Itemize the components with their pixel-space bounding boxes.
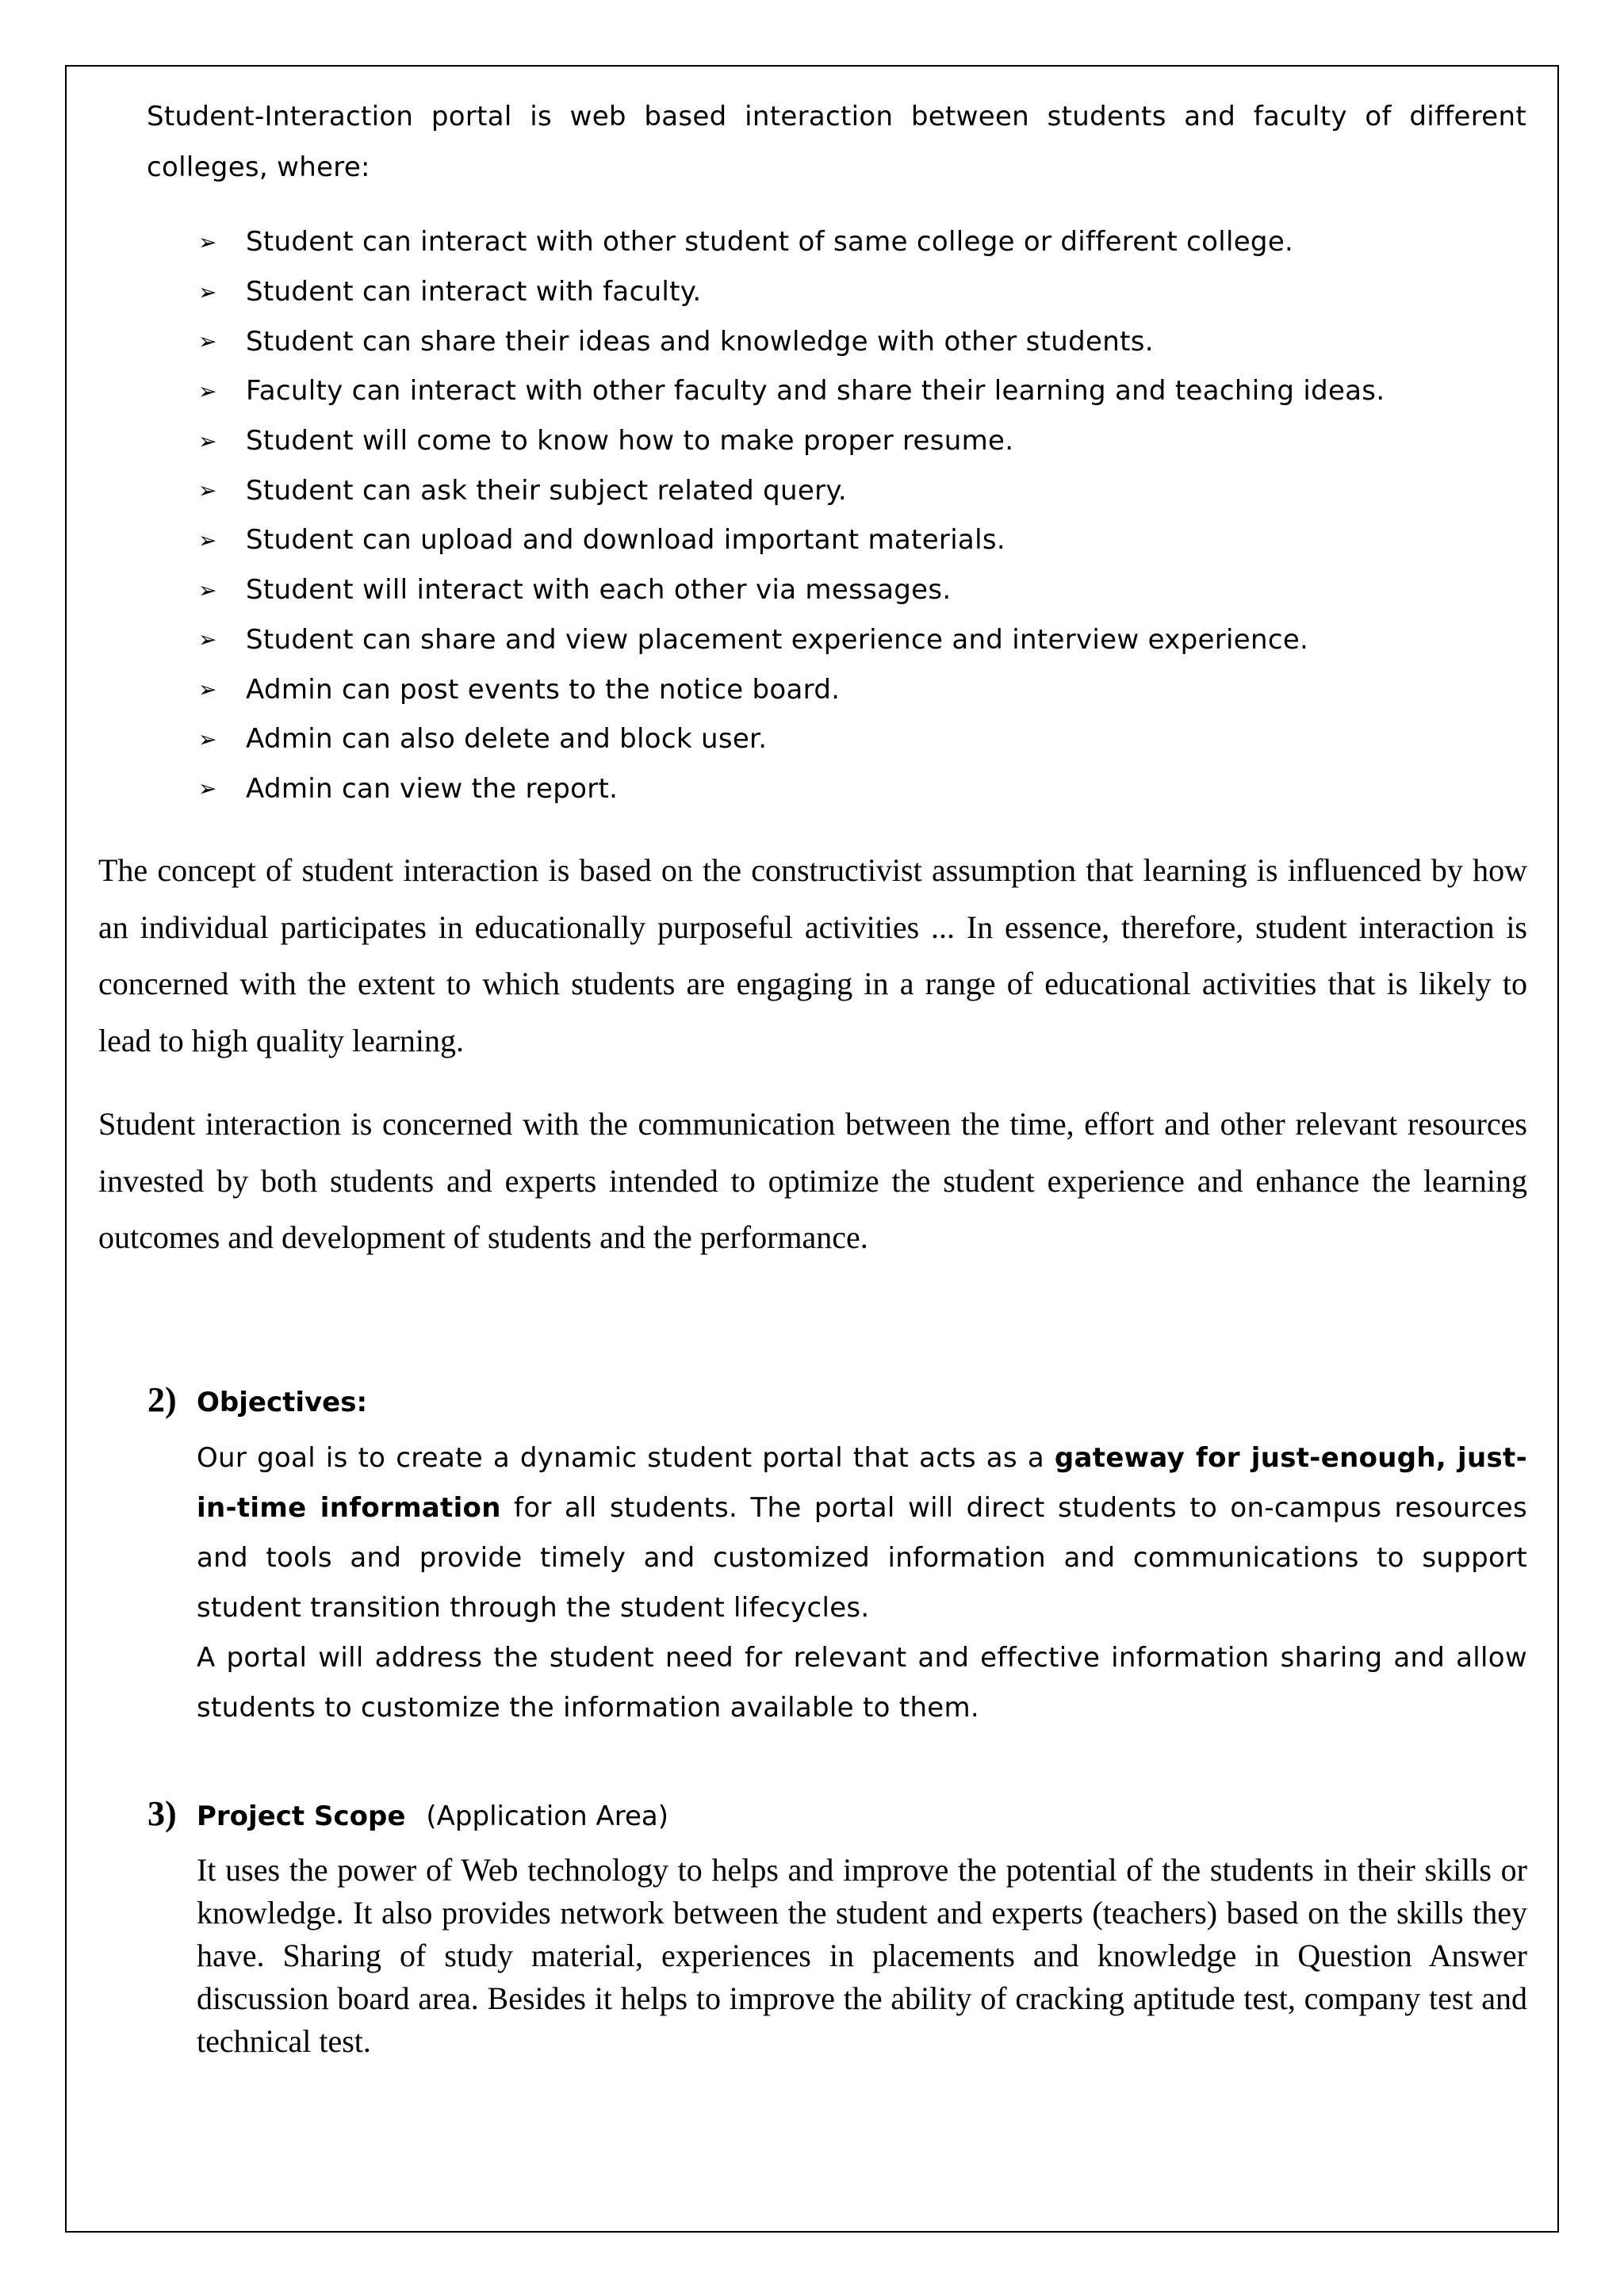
communication-paragraph: Student interaction is concerned with the communication between the time, effort and other relevant resources invested by both students and experts intended to optimize the student experience and enhance the learning outcomes and development of students and the performance. — [98, 1106, 1527, 1255]
list-item-text: Student can upload and download important materials. — [246, 524, 1005, 557]
list-item — [198, 615, 1530, 665]
arrow-bullet-icon: ➢ — [198, 725, 217, 752]
arrow-bullet-icon: ➢ — [198, 626, 217, 653]
feature-list — [198, 217, 1530, 813]
list-item — [198, 565, 1530, 615]
arrow-bullet-icon: ➢ — [198, 377, 217, 404]
objectives-body — [197, 1433, 1527, 1733]
list-item-text: Student will come to know how to make proper resume. — [246, 425, 1014, 457]
section-title: Project Scope — [197, 1800, 406, 1832]
objectives-paragraph-2: A portal will address the student need for relevant and effective information sharing and allow students to customize the information available to them. — [197, 1642, 1527, 1724]
list-item-text: Admin can view the report. — [246, 772, 619, 805]
list-item — [198, 515, 1530, 565]
list-item — [198, 764, 1530, 814]
arrow-bullet-icon: ➢ — [198, 775, 217, 802]
objectives-paragraph-1 — [197, 1433, 1527, 1633]
section-number: 3) — [147, 1794, 177, 1833]
list-item-text: Admin can also delete and block user. — [246, 723, 768, 756]
list-item-text: Admin can post events to the notice board. — [246, 673, 841, 706]
list-item — [198, 664, 1530, 714]
list-item — [198, 217, 1530, 267]
arrow-bullet-icon: ➢ — [198, 328, 217, 355]
objectives-text-end: for all students. The portal will direct students to on-campus resources and tools and provide timely and customized information and communications to support student transition through the student lifecycles. — [197, 1492, 1527, 1624]
list-item-text: Student will interact with each other via messages. — [246, 574, 952, 607]
arrow-bullet-icon: ➢ — [198, 278, 217, 305]
objectives-highlight: gateway for just-enough, just-in-time information — [197, 1442, 1528, 1524]
section-number: 2) — [147, 1380, 177, 1419]
intro-paragraph: Student-Interaction portal is web based interaction between students and faculty of different colleges, where: — [147, 101, 1526, 183]
list-item — [198, 416, 1530, 466]
list-item — [198, 366, 1530, 416]
list-item — [198, 714, 1530, 764]
list-item — [198, 267, 1530, 317]
list-item-text: Student can share their ideas and knowledge with other students. — [246, 325, 1154, 358]
arrow-bullet-icon: ➢ — [198, 477, 217, 504]
list-item — [198, 465, 1530, 515]
objectives-heading — [147, 1380, 367, 1420]
list-item-text: Student can share and view placement experience and interview experience. — [246, 623, 1309, 656]
list-item-text: Student can interact with other student of same college or different college. — [246, 226, 1294, 258]
list-item-text: Faculty can interact with other faculty and share their learning and teaching ideas. — [246, 375, 1385, 408]
list-item — [198, 316, 1530, 366]
scope-heading — [147, 1793, 668, 1834]
list-item-text: Student can ask their subject related query. — [246, 474, 848, 507]
arrow-bullet-icon: ➢ — [198, 676, 217, 703]
concept-paragraph: The concept of student interaction is based on the constructivist assumption that learning is influenced by how an individual participates in educationally purposeful activities ... In essence, therefore, student interaction is concerned with the extent to which students are engaging in a range of educational activities that is likely to lead to high quality learning. — [98, 852, 1527, 1058]
list-item-text: Student can interact with faculty. — [246, 276, 702, 308]
arrow-bullet-icon: ➢ — [198, 526, 217, 553]
section-subtitle: (Application Area) — [426, 1800, 668, 1832]
arrow-bullet-icon: ➢ — [198, 427, 217, 454]
scope-paragraph: It uses the power of Web technology to helps and improve the potential of the students in their skills or knowledge. It also provides network between the student and experts (teachers) based on the skills they have. Sharing of study material, experiences in placements and knowledge in Question Answer discussion board area. Besides it helps to improve the ability of cracking aptitude test, company test and technical test. — [197, 1852, 1527, 2059]
objectives-text-start: Our goal is to create a dynamic student portal that acts as a — [197, 1442, 1055, 1474]
arrow-bullet-icon: ➢ — [198, 576, 217, 603]
arrow-bullet-icon: ➢ — [198, 228, 217, 255]
section-title: Objectives: — [197, 1387, 368, 1418]
